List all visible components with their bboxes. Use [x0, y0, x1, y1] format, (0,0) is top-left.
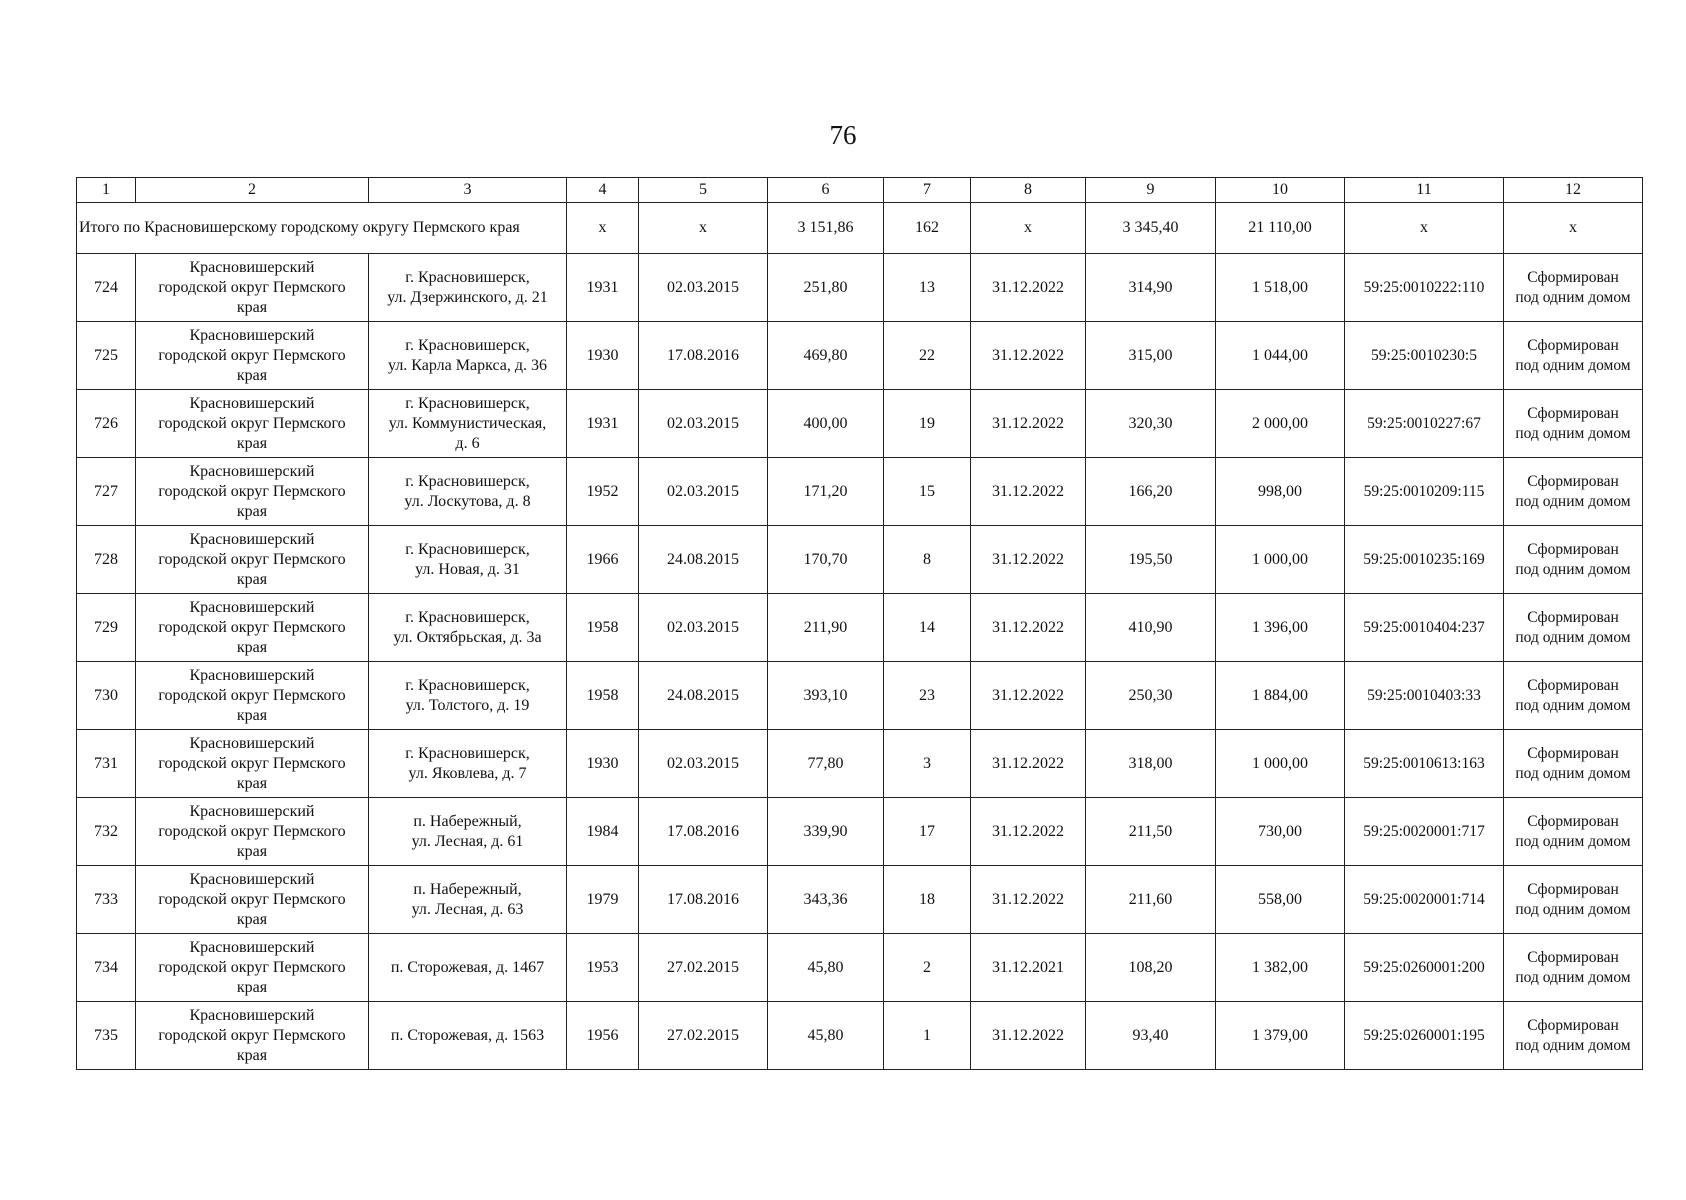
year-cell: 1952 [567, 458, 639, 526]
municipality-cell-line: края [236, 298, 268, 316]
address-cell-line: ул. Толстого, д. 19 [405, 696, 530, 714]
status-cell [1504, 594, 1643, 662]
cadastral-number-cell: 59:25:0010209:115 [1345, 458, 1504, 526]
municipality-cell [136, 254, 369, 322]
status-cell-line: Сформирован [1527, 268, 1619, 286]
row-number: 728 [77, 526, 136, 594]
municipality-cell-line: края [236, 1046, 268, 1064]
status-cell [1504, 390, 1643, 458]
status-cell [1504, 254, 1643, 322]
date-recognized-cell: 27.02.2015 [639, 934, 768, 1002]
planned-date-cell: 31.12.2022 [971, 390, 1086, 458]
municipality-cell-line: края [236, 842, 268, 860]
status-cell-line: Сформирован [1527, 540, 1619, 558]
municipality-cell-line: Красновишерский [189, 734, 315, 752]
municipality-cell-line: городской округ Пермского [158, 550, 346, 568]
status-cell [1504, 662, 1643, 730]
column-number: 4 [567, 178, 639, 203]
area-cell: 400,00 [768, 390, 884, 458]
residents-cell: 1 [884, 1002, 971, 1070]
residents-cell: 19 [884, 390, 971, 458]
table-row [77, 1002, 1643, 1070]
municipality-cell-line: Красновишерский [189, 1006, 315, 1024]
address-cell-line: ул. Лесная, д. 63 [411, 900, 524, 918]
total-col8: х [971, 203, 1086, 254]
municipality-cell-line: края [236, 910, 268, 928]
municipality-cell-line: городской округ Пермского [158, 890, 346, 908]
municipality-cell [136, 662, 369, 730]
address-cell-line: ул. Новая, д. 31 [415, 560, 520, 578]
status-cell-line: под одним домом [1515, 1036, 1631, 1054]
residents-cell: 13 [884, 254, 971, 322]
year-cell: 1930 [567, 322, 639, 390]
cost-cell: 1 396,00 [1216, 594, 1345, 662]
cost-cell: 1 044,00 [1216, 322, 1345, 390]
municipality-cell [136, 1002, 369, 1070]
date-recognized-cell: 17.08.2016 [639, 798, 768, 866]
address-cell-line: г. Красновишерск, [405, 394, 530, 412]
residents-cell: 15 [884, 458, 971, 526]
status-cell-line: под одним домом [1515, 356, 1631, 374]
total-row [77, 203, 1643, 254]
table-row [77, 594, 1643, 662]
address-cell-line: д. 6 [455, 434, 480, 452]
cost-cell: 2 000,00 [1216, 390, 1345, 458]
row-number: 730 [77, 662, 136, 730]
residents-cell: 14 [884, 594, 971, 662]
status-cell-line: Сформирован [1527, 880, 1619, 898]
status-cell [1504, 322, 1643, 390]
address-cell-line: п. Набережный, [413, 812, 522, 830]
municipality-cell [136, 526, 369, 594]
status-cell-line: под одним домом [1515, 560, 1631, 578]
municipality-cell-line: городской округ Пермского [158, 958, 346, 976]
municipality-cell-line: городской округ Пермского [158, 482, 346, 500]
row-number: 731 [77, 730, 136, 798]
address-cell-line: г. Красновишерск, [405, 540, 530, 558]
status-cell-line: Сформирован [1527, 744, 1619, 762]
municipality-cell-line: городской округ Пермского [158, 686, 346, 704]
area-cell: 211,90 [768, 594, 884, 662]
area-cell: 393,10 [768, 662, 884, 730]
cadastral-number-cell: 59:25:0010222:110 [1345, 254, 1504, 322]
cost-cell: 1 000,00 [1216, 730, 1345, 798]
municipality-cell [136, 390, 369, 458]
municipality-cell-line: Красновишерский [189, 666, 315, 684]
row-number: 724 [77, 254, 136, 322]
land-area-cell: 211,50 [1086, 798, 1216, 866]
total-col4: х [567, 203, 639, 254]
address-cell-line: г. Красновишерск, [405, 336, 530, 354]
total-label: Итого по Красновишерскому городскому округу Пермского края [77, 203, 567, 254]
municipality-cell [136, 934, 369, 1002]
municipality-cell-line: края [236, 774, 268, 792]
land-area-cell: 410,90 [1086, 594, 1216, 662]
municipality-cell-line: края [236, 978, 268, 996]
municipality-cell-line: Красновишерский [189, 394, 315, 412]
planned-date-cell: 31.12.2022 [971, 594, 1086, 662]
planned-date-cell: 31.12.2022 [971, 866, 1086, 934]
housing-register-table [76, 177, 1643, 1070]
column-number: 2 [136, 178, 369, 203]
municipality-cell-line: Красновишерский [189, 326, 315, 344]
municipality-cell-line: края [236, 706, 268, 724]
municipality-cell-line: городской округ Пермского [158, 618, 346, 636]
cadastral-number-cell: 59:25:0010404:237 [1345, 594, 1504, 662]
table-row [77, 322, 1643, 390]
residents-cell: 18 [884, 866, 971, 934]
land-area-cell: 108,20 [1086, 934, 1216, 1002]
municipality-cell-line: Красновишерский [189, 802, 315, 820]
date-recognized-cell: 17.08.2016 [639, 866, 768, 934]
planned-date-cell: 31.12.2022 [971, 1002, 1086, 1070]
table-row [77, 458, 1643, 526]
total-residents: 162 [884, 203, 971, 254]
column-number: 8 [971, 178, 1086, 203]
cost-cell: 998,00 [1216, 458, 1345, 526]
address-cell [369, 730, 567, 798]
municipality-cell-line: Красновишерский [189, 530, 315, 548]
date-recognized-cell: 02.03.2015 [639, 458, 768, 526]
area-cell: 77,80 [768, 730, 884, 798]
status-cell-line: Сформирован [1527, 948, 1619, 966]
address-cell-line: ул. Лесная, д. 61 [411, 832, 524, 850]
row-number: 735 [77, 1002, 136, 1070]
date-recognized-cell: 02.03.2015 [639, 254, 768, 322]
status-cell [1504, 730, 1643, 798]
residents-cell: 2 [884, 934, 971, 1002]
status-cell-line: под одним домом [1515, 968, 1631, 986]
land-area-cell: 166,20 [1086, 458, 1216, 526]
address-cell [369, 662, 567, 730]
date-recognized-cell: 27.02.2015 [639, 1002, 768, 1070]
date-recognized-cell: 17.08.2016 [639, 322, 768, 390]
status-cell-line: под одним домом [1515, 288, 1631, 306]
total-area: 3 151,86 [768, 203, 884, 254]
municipality-cell-line: городской округ Пермского [158, 754, 346, 772]
municipality-cell-line: Красновишерский [189, 938, 315, 956]
row-number: 725 [77, 322, 136, 390]
total-col5: х [639, 203, 768, 254]
year-cell: 1931 [567, 390, 639, 458]
municipality-cell [136, 866, 369, 934]
year-cell: 1953 [567, 934, 639, 1002]
status-cell-line: Сформирован [1527, 676, 1619, 694]
municipality-cell-line: городской округ Пермского [158, 346, 346, 364]
residents-cell: 3 [884, 730, 971, 798]
status-cell [1504, 458, 1643, 526]
municipality-cell-line: Красновишерский [189, 870, 315, 888]
address-cell-line: п. Сторожевая, д. 1563 [390, 1026, 545, 1044]
address-cell-line: ул. Дзержинского, д. 21 [387, 288, 548, 306]
total-col12: х [1504, 203, 1643, 254]
year-cell: 1984 [567, 798, 639, 866]
table-row [77, 390, 1643, 458]
status-cell-line: под одним домом [1515, 900, 1631, 918]
municipality-cell-line: края [236, 366, 268, 384]
municipality-cell-line: городской округ Пермского [158, 1026, 346, 1044]
planned-date-cell: 31.12.2022 [971, 526, 1086, 594]
address-cell-line: ул. Октябрьская, д. 3а [393, 628, 542, 646]
municipality-cell [136, 594, 369, 662]
date-recognized-cell: 24.08.2015 [639, 526, 768, 594]
status-cell-line: под одним домом [1515, 492, 1631, 510]
cost-cell: 730,00 [1216, 798, 1345, 866]
land-area-cell: 314,90 [1086, 254, 1216, 322]
date-recognized-cell: 02.03.2015 [639, 594, 768, 662]
status-cell-line: под одним домом [1515, 764, 1631, 782]
column-number: 3 [369, 178, 567, 203]
address-cell-line: ул. Лоскутова, д. 8 [404, 492, 531, 510]
status-cell [1504, 526, 1643, 594]
column-number: 6 [768, 178, 884, 203]
cost-cell: 558,00 [1216, 866, 1345, 934]
residents-cell: 22 [884, 322, 971, 390]
municipality-cell-line: края [236, 502, 268, 520]
year-cell: 1966 [567, 526, 639, 594]
date-recognized-cell: 02.03.2015 [639, 390, 768, 458]
land-area-cell: 315,00 [1086, 322, 1216, 390]
status-cell-line: Сформирован [1527, 404, 1619, 422]
area-cell: 45,80 [768, 934, 884, 1002]
year-cell: 1930 [567, 730, 639, 798]
planned-date-cell: 31.12.2022 [971, 322, 1086, 390]
area-cell: 171,20 [768, 458, 884, 526]
status-cell-line: под одним домом [1515, 424, 1631, 442]
municipality-cell-line: городской округ Пермского [158, 278, 346, 296]
address-cell [369, 254, 567, 322]
status-cell-line: Сформирован [1527, 472, 1619, 490]
status-cell-line: Сформирован [1527, 812, 1619, 830]
municipality-cell-line: городской округ Пермского [158, 414, 346, 432]
date-recognized-cell: 02.03.2015 [639, 730, 768, 798]
status-cell-line: под одним домом [1515, 832, 1631, 850]
residents-cell: 23 [884, 662, 971, 730]
municipality-cell-line: Красновишерский [189, 462, 315, 480]
address-cell [369, 594, 567, 662]
municipality-cell [136, 322, 369, 390]
address-cell-line: п. Сторожевая, д. 1467 [390, 958, 545, 976]
municipality-cell [136, 730, 369, 798]
row-number: 726 [77, 390, 136, 458]
total-cost: 21 110,00 [1216, 203, 1345, 254]
cost-cell: 1 000,00 [1216, 526, 1345, 594]
address-cell [369, 934, 567, 1002]
cadastral-number-cell: 59:25:0010230:5 [1345, 322, 1504, 390]
year-cell: 1956 [567, 1002, 639, 1070]
land-area-cell: 318,00 [1086, 730, 1216, 798]
address-cell [369, 458, 567, 526]
year-cell: 1958 [567, 594, 639, 662]
year-cell: 1979 [567, 866, 639, 934]
land-area-cell: 195,50 [1086, 526, 1216, 594]
table-row [77, 254, 1643, 322]
area-cell: 45,80 [768, 1002, 884, 1070]
address-cell [369, 1002, 567, 1070]
status-cell-line: под одним домом [1515, 696, 1631, 714]
total-land-area: 3 345,40 [1086, 203, 1216, 254]
address-cell-line: п. Набережный, [413, 880, 522, 898]
cost-cell: 1 518,00 [1216, 254, 1345, 322]
planned-date-cell: 31.12.2022 [971, 254, 1086, 322]
cost-cell: 1 884,00 [1216, 662, 1345, 730]
residents-cell: 8 [884, 526, 971, 594]
cadastral-number-cell: 59:25:0260001:195 [1345, 1002, 1504, 1070]
address-cell-line: г. Красновишерск, [405, 676, 530, 694]
page-number: 76 [829, 120, 857, 150]
planned-date-cell: 31.12.2022 [971, 458, 1086, 526]
table-row [77, 526, 1643, 594]
status-cell [1504, 866, 1643, 934]
residents-cell: 17 [884, 798, 971, 866]
status-cell-line: под одним домом [1515, 628, 1631, 646]
table-row [77, 662, 1643, 730]
address-cell [369, 866, 567, 934]
column-number: 9 [1086, 178, 1216, 203]
status-cell [1504, 798, 1643, 866]
column-number-row [77, 178, 1643, 203]
date-recognized-cell: 24.08.2015 [639, 662, 768, 730]
address-cell-line: г. Красновишерск, [405, 472, 530, 490]
planned-date-cell: 31.12.2021 [971, 934, 1086, 1002]
address-cell [369, 526, 567, 594]
row-number: 732 [77, 798, 136, 866]
cadastral-number-cell: 59:25:0020001:717 [1345, 798, 1504, 866]
area-cell: 469,80 [768, 322, 884, 390]
address-cell [369, 798, 567, 866]
status-cell [1504, 1002, 1643, 1070]
row-number: 734 [77, 934, 136, 1002]
municipality-cell [136, 798, 369, 866]
address-cell-line: г. Красновишерск, [405, 744, 530, 762]
table-row [77, 866, 1643, 934]
address-cell-line: г. Красновишерск, [405, 608, 530, 626]
cost-cell: 1 379,00 [1216, 1002, 1345, 1070]
municipality-cell-line: Красновишерский [189, 258, 315, 276]
column-number: 11 [1345, 178, 1504, 203]
area-cell: 339,90 [768, 798, 884, 866]
address-cell [369, 322, 567, 390]
column-number: 5 [639, 178, 768, 203]
area-cell: 251,80 [768, 254, 884, 322]
column-number: 12 [1504, 178, 1643, 203]
cadastral-number-cell: 59:25:0260001:200 [1345, 934, 1504, 1002]
total-col11: х [1345, 203, 1504, 254]
municipality-cell-line: края [236, 570, 268, 588]
column-number: 1 [77, 178, 136, 203]
cadastral-number-cell: 59:25:0010613:163 [1345, 730, 1504, 798]
cadastral-number-cell: 59:25:0010227:67 [1345, 390, 1504, 458]
year-cell: 1958 [567, 662, 639, 730]
status-cell [1504, 934, 1643, 1002]
table-row [77, 730, 1643, 798]
address-cell-line: ул. Коммунистическая, [388, 414, 547, 432]
row-number: 733 [77, 866, 136, 934]
municipality-cell-line: края [236, 434, 268, 452]
year-cell: 1931 [567, 254, 639, 322]
table-row [77, 798, 1643, 866]
address-cell [369, 390, 567, 458]
municipality-cell-line: края [236, 638, 268, 656]
cadastral-number-cell: 59:25:0020001:714 [1345, 866, 1504, 934]
table-row [77, 934, 1643, 1002]
land-area-cell: 320,30 [1086, 390, 1216, 458]
status-cell-line: Сформирован [1527, 608, 1619, 626]
area-cell: 343,36 [768, 866, 884, 934]
row-number: 727 [77, 458, 136, 526]
status-cell-line: Сформирован [1527, 1016, 1619, 1034]
land-area-cell: 93,40 [1086, 1002, 1216, 1070]
cadastral-number-cell: 59:25:0010403:33 [1345, 662, 1504, 730]
column-number: 10 [1216, 178, 1345, 203]
address-cell-line: ул. Яковлева, д. 7 [408, 764, 527, 782]
planned-date-cell: 31.12.2022 [971, 730, 1086, 798]
municipality-cell-line: Красновишерский [189, 598, 315, 616]
row-number: 729 [77, 594, 136, 662]
column-number: 7 [884, 178, 971, 203]
address-cell-line: ул. Карла Маркса, д. 36 [388, 356, 547, 374]
status-cell-line: Сформирован [1527, 336, 1619, 354]
land-area-cell: 250,30 [1086, 662, 1216, 730]
cost-cell: 1 382,00 [1216, 934, 1345, 1002]
planned-date-cell: 31.12.2022 [971, 798, 1086, 866]
land-area-cell: 211,60 [1086, 866, 1216, 934]
planned-date-cell: 31.12.2022 [971, 662, 1086, 730]
municipality-cell [136, 458, 369, 526]
address-cell-line: г. Красновишерск, [405, 268, 530, 286]
cadastral-number-cell: 59:25:0010235:169 [1345, 526, 1504, 594]
municipality-cell-line: городской округ Пермского [158, 822, 346, 840]
area-cell: 170,70 [768, 526, 884, 594]
